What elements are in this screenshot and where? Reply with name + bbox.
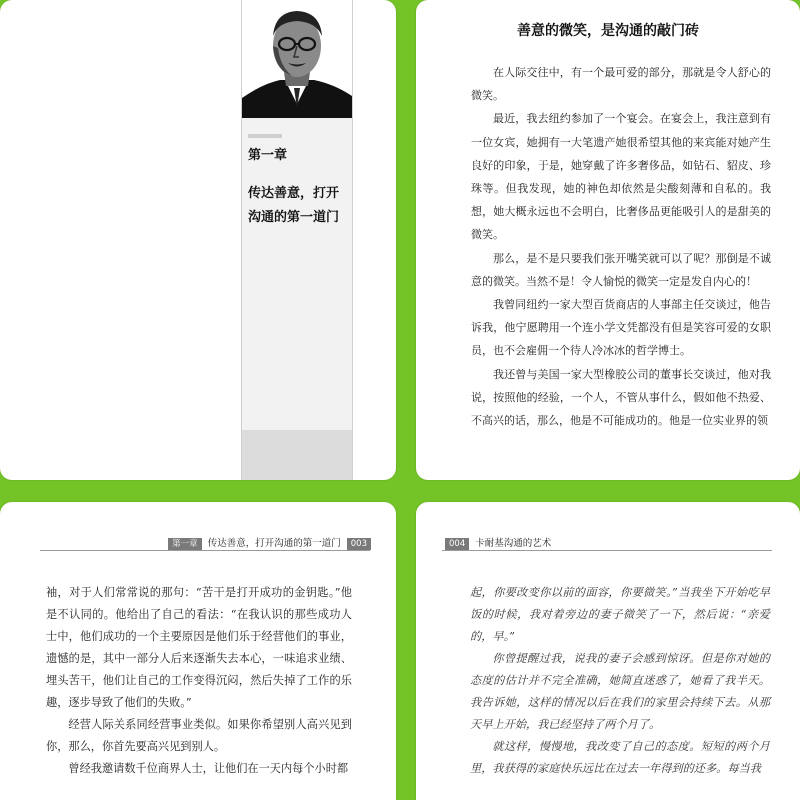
paragraph: 在人际交往中，有一个最可爱的部分，那就是令人舒心的微笑。	[471, 66, 771, 103]
page-number: 003	[347, 538, 371, 550]
author-portrait	[242, 0, 352, 118]
chapter-divider	[248, 134, 282, 138]
paragraph: 曾经我邀请数千位商界人士，让他们在一天内每个小时都	[68, 762, 349, 775]
page-number: 004	[445, 538, 469, 550]
page-003	[0, 502, 396, 800]
chapter-strip-footer	[242, 430, 352, 480]
paragraph: 袖，对于人们常常说的那句：“苦干是打开成功的金钥匙。”他是不认同的。他给出了自己的看法：“在我认识的那些成功人士中，他们成功的一个主要原因是他们乐于经营他们的事业，遗憾的是，其中一部分人后来逐渐失去本心，一味追求业绩、埋头苦干，他们让自己的工作变得沉闷，然后失掉了工作的乐趣，逐步导致了他们的失败。”	[46, 586, 352, 709]
page-004	[416, 502, 800, 800]
header-rule	[40, 550, 370, 551]
paragraph: 最近，我去纽约参加了一个宴会。在宴会上，我注意到有一位女宾，她拥有一大笔遗产她很希望其他的来宾能对她产生良好的印象，于是，她穿戴了许多奢侈品，如钻石、貂皮、珍珠等。但我发现，她的神色却依然是尖酸刻薄和自私的。我想，她大概永远也不会明白，比奢侈品更能吸引人的是甜美的微笑。	[471, 112, 771, 242]
chapter-strip	[241, 0, 353, 480]
running-header	[165, 535, 374, 550]
chapter-tag: 第一章	[168, 538, 202, 550]
section-body	[471, 61, 771, 432]
section-heading: 善意的微笑，是沟通的敲门砖	[517, 23, 699, 39]
page-003-body	[46, 582, 352, 780]
paragraph: 我曾同纽约一家大型百货商店的人事部主任交谈过，他告诉我，他宁愿聘用一个连小学文凭都没有但是笑容可爱的女职员，也不会雇佣一个待人冷冰冰的哲学博士。	[471, 298, 771, 358]
paragraph: 起，你要改变你以前的面容，你要微笑。”当我坐下开始吃早饭的时候，我对着旁边的妻子微笑了一下，然后说：“亲爱的，早。”	[470, 586, 770, 643]
running-header	[442, 535, 551, 550]
chapter-opener-page	[0, 0, 396, 480]
section-page	[416, 0, 800, 480]
paragraph: 你曾提醒过我，说我的妻子会感到惊讶。但是你对她的态度的估计并不完全准确，她简直迷惑了，她看了我半天。我告诉她，这样的情况以后在我们的家里会持续下去。从那天早上开始，我已经坚持了两个月了。	[470, 652, 770, 731]
paragraph: 那么，是不是只要我们张开嘴笑就可以了呢？那倒是不诚意的微笑。当然不是！令人愉悦的微笑一定是发自内心的！	[471, 251, 771, 288]
page-004-body	[470, 582, 770, 780]
chapter-title: 传达善意，打开沟通的第一道门	[248, 186, 340, 225]
book-title: 卡耐基沟通的艺术	[475, 538, 552, 549]
paragraph: 经营人际关系同经营事业类似。如果你希望别人高兴见到你，那么，你首先要高兴见到别人。	[46, 718, 352, 753]
running-title: 传达善意，打开沟通的第一道门	[207, 538, 341, 549]
paragraph: 就这样，慢慢地，我改变了自己的态度。短短的两个月里，我获得的家庭快乐远比在过去一年得到的还多。每当我	[470, 740, 770, 775]
chapter-number: 第一章	[248, 148, 288, 163]
paragraph: 我还曾与美国一家大型橡胶公司的董事长交谈过，他对我说，按照他的经验，一个人，不管从事什么，假如他不热爱、不高兴的话，那么，他是不可能成功的。他是一位实业界的领	[471, 367, 771, 428]
header-rule	[442, 550, 772, 551]
